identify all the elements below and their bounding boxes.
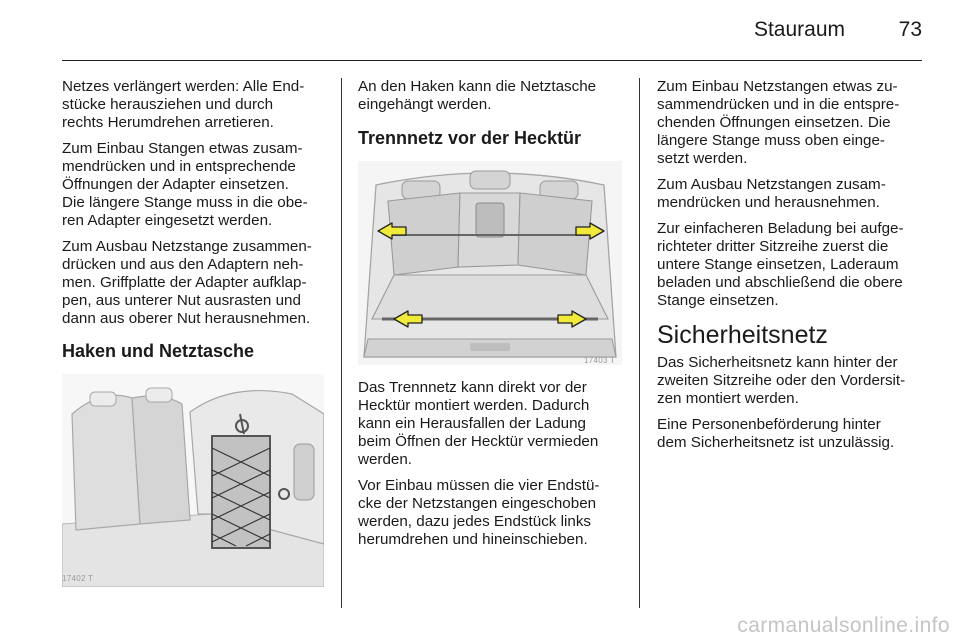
paragraph: Netzes verlängert werden: Alle End- stücke herausziehen und durch rechts Herumdrehen arretieren. <box>62 78 305 131</box>
header-rule <box>62 60 922 61</box>
column-1 <box>62 78 332 587</box>
figure-net-bag <box>62 374 324 587</box>
column-2 <box>358 78 628 557</box>
paragraph: Zum Einbau Netzstangen etwas zu- sammendrücken und in die entspre- chenden Öffnungen einsetzen. Die längere Stange muss oben einge- setzt werden. <box>657 78 900 167</box>
paragraph: Zum Ausbau Netzstange zusammen- drücken und aus den Adaptern neh- men. Griffplatte der Adapter aufklap- pen, aus unterer Nut ausrasten und dann aus oberer Nut herausnehmen. <box>62 238 312 327</box>
figure-code: 17403 T <box>584 356 616 365</box>
column-3 <box>657 78 932 460</box>
paragraph: An den Haken kann die Netztasche eingehängt werden. <box>358 78 597 113</box>
figure-code: 17402 T <box>62 574 94 583</box>
paragraph: Zum Einbau Stangen etwas zusam- mendrücken und in entsprechende Öffnungen der Adapter einsetzen. Die längere Stange muss in die obe- ren Adapter eingesetzt werden. <box>62 140 308 229</box>
column-divider-2 <box>639 78 640 608</box>
net-bag-illustration <box>62 374 324 587</box>
paragraph: Vor Einbau müssen die vier Endstü- cke der Netzstangen eingeschoben werden, dazu jedes Endstück links herumdrehen und hineinschieben. <box>358 477 600 548</box>
chapter-heading: Sicherheitsnetz <box>657 321 828 349</box>
paragraph: Zur einfacheren Beladung bei aufge- richteter dritter Sitzreihe zuerst die untere Stange einsetzen, Laderaum beladen und abschließend die obere Stange einsetzen. <box>657 220 904 309</box>
page-number: 73 <box>898 18 922 41</box>
paragraph: Eine Personenbeförderung hinter dem Sicherheitsnetz ist unzulässig. <box>657 416 895 451</box>
column-divider-1 <box>341 78 342 608</box>
figure-divider-net <box>358 161 622 365</box>
paragraph: Das Trennnetz kann direkt vor der Hecktür montiert werden. Dadurch kann ein Herausfallen der Ladung beim Öffnen der Hecktür vermieden werden. <box>358 379 599 468</box>
section-heading: Trennnetz vor der Hecktür <box>358 128 582 148</box>
paragraph: Das Sicherheitsnetz kann hinter der zweiten Sitzreihe oder den Vordersit- zen montiert werden. <box>657 354 906 407</box>
watermark-text: carmanualsonline.info <box>737 614 950 637</box>
paragraph: Zum Ausbau Netzstangen zusam- mendrücken und herausnehmen. <box>657 176 886 211</box>
section-heading: Haken und Netztasche <box>62 341 255 361</box>
divider-net-illustration <box>358 161 622 365</box>
section-title: Stauraum <box>753 18 845 41</box>
